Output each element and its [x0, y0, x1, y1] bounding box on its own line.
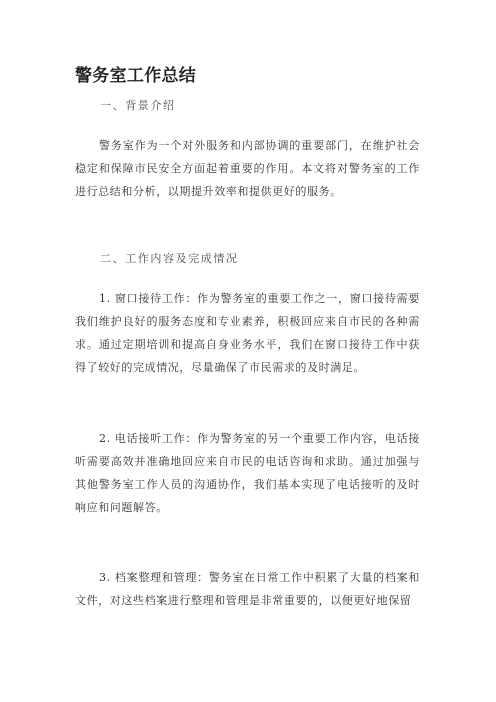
paragraph-archive-management: 3. 档案整理和管理：警务室在日常工作中积累了大量的档案和文件，对这些档案进行整理和管理是非常重要的，以便更好地保留: [75, 571, 420, 607]
section-heading-work-content: 二、工作内容及完成情况: [100, 252, 239, 265]
paragraph-window-reception: 1. 窗口接待工作：作为警务室的重要工作之一，窗口接待需要我们维护良好的服务态度和专业素养，积极回应来自市民的各种需求。通过定期培训和提高自身业务水平，我们在窗口接待工作中获得了较好的完成情况，尽量确保了市民需求的及时满足。: [75, 292, 420, 374]
paragraph-phone-answering: 2. 电话接听工作：作为警务室的另一个重要工作内容，电话接听需要高效并准确地回应来自市民的电话咨询和求助。通过加强与其他警务室工作人员的沟通协作，我们基本实现了电话接听的及时响应和问题解答。: [75, 432, 420, 514]
section-heading-background: 一、背景介绍: [100, 99, 176, 112]
document-title: 警务室工作总结: [75, 66, 197, 86]
paragraph-background: 警务室作为一个对外服务和内部协调的重要部门，在维护社会稳定和保障市民安全方面起着重要的作用。本文将对警务室的工作进行总结和分析，以期提升效率和提供更好的服务。: [75, 139, 420, 198]
